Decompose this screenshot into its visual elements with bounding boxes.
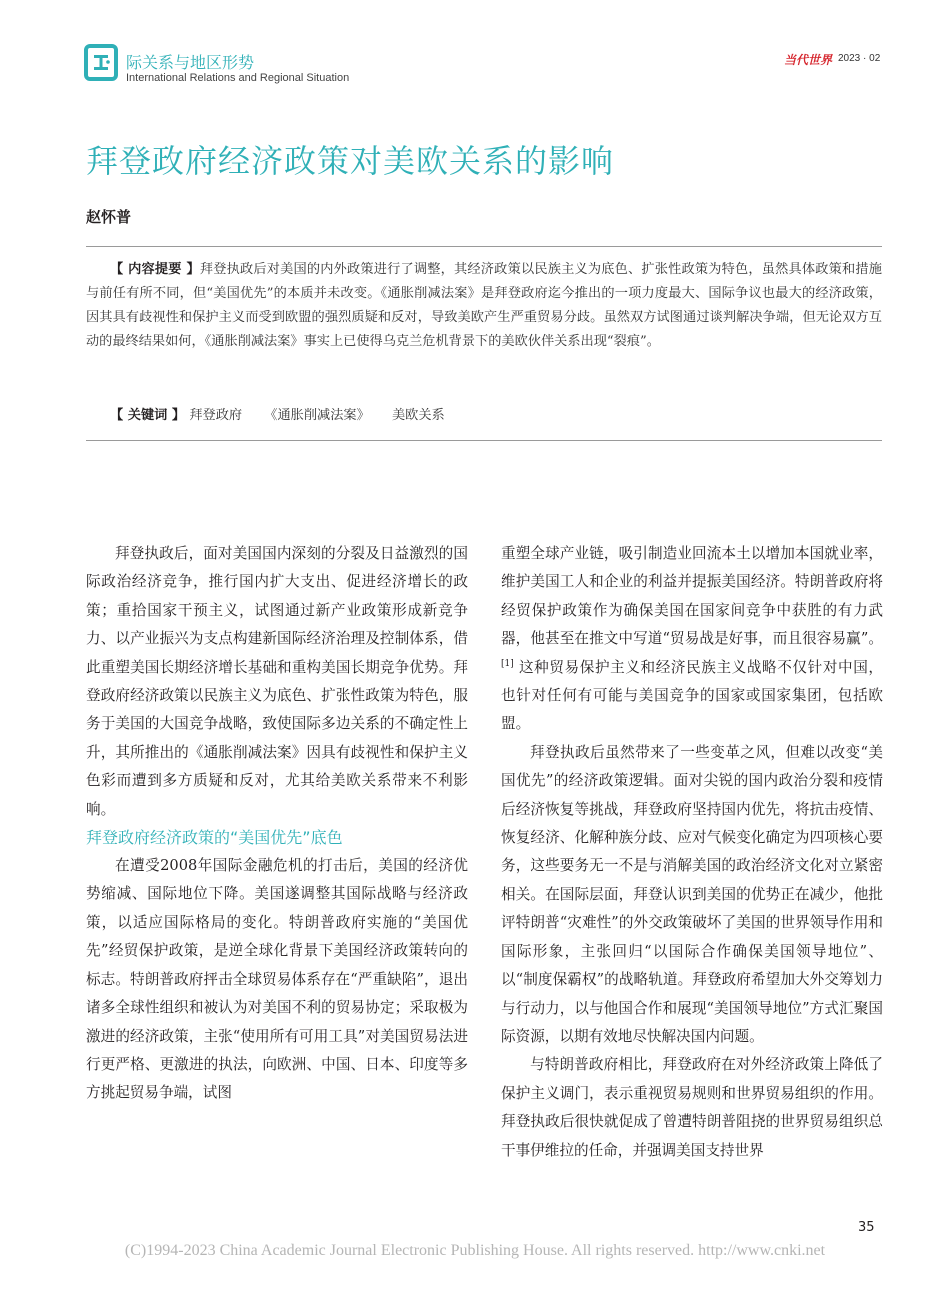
body-column-left — [86, 540, 468, 1108]
body-paragraph: 拜登执政后，面对美国国内深刻的分裂及日益激烈的国际政治经济竞争，推行国内扩大支出、促进经济增长的政策；重拾国家干预主义，试图通过新产业政策形成新竞争力、以产业振兴为支点构建新国际经济治理及控制体系，借此重塑美国长期经济增长基础和重构美国长期竞争优势。拜登政府经济政策以民族主义为底色、扩张性政策为特色，服务于美国的大国竞争战略，致使国际多边关系的不确定性上升，其所推出的《通胀削减法案》因具有歧视性和保护主义色彩而遭到多方质疑和反对，尤其给美欧关系带来不利影响。 — [86, 545, 468, 818]
body-column-right — [501, 540, 883, 1165]
body-text: 这种贸易保护主义和经济民族主义战略不仅针对中国，也针对任何有可能与美国竞争的国家或国家集团，包括欧盟。 — [501, 658, 883, 733]
footnote-reference[interactable]: [1] — [501, 658, 514, 669]
copyright-watermark: (C)1994-2023 China Academic Journal Electronic Publishing House. All rights reserved. http://www.cnki.net — [124, 1242, 826, 1259]
article-title: 拜登政府经济政策对美欧关系的影响 — [86, 142, 615, 180]
keyword: 美欧关系 — [391, 408, 445, 423]
page-number: 35 — [858, 1220, 875, 1235]
body-paragraph: 与特朗普政府相比，拜登政府在对外经济政策上降低了保护主义调门，表示重视贸易规则和世界贸易组织的作用。拜登执政后很快就促成了曾遭特朗普阻挠的世界贸易组织总干事伊维拉的任命，并强调美国支持世界 — [501, 1056, 883, 1159]
magazine-logo: 当代世界 — [784, 53, 833, 67]
section-title-cn: 际关系与地区形势 — [126, 53, 255, 72]
abstract-text: 拜登执政后对美国的内外政策进行了调整，其经济政策以民族主义为底色、扩张性政策为特色，虽然具体政策和措施与前任有所不同，但“美国优先”的本质并未改变。《通胀削减法案》是拜登政府迄今推出的一项力度最大、国际争议也最大的经济政策，因其具有歧视性和保护主义而受到欧盟的强烈质疑和反对，导致美欧产生严重贸易分歧。虽然双方试图通过谈判解决争端，但无论双方互动的最终结果如何，《通胀削减法案》事实上已使得乌克兰危机背景下的美欧伙伴关系出现“裂痕”。 — [86, 262, 882, 349]
abstract-block — [86, 258, 882, 354]
body-text: 重塑全球产业链，吸引制造业回流本土以增加本国就业率，维护美国工人和企业的利益并提振美国经济。特朗普政府将经贸保护政策作为确保美国在国家间竞争中获胜的有力武器，他甚至在推文中写道“贸易战是好事，而且很容易赢”。 — [501, 545, 883, 648]
section-title-en: International Relations and Regional Situation — [126, 72, 350, 84]
guo-character-logo-icon — [84, 42, 120, 82]
keyword: 拜登政府 — [189, 408, 243, 423]
abstract-bottom-rule — [86, 440, 882, 441]
keywords-label: 【 关键词 】 — [110, 408, 186, 423]
body-paragraph — [501, 540, 883, 739]
issue-number: 2023 · 02 — [838, 53, 881, 64]
abstract-top-rule — [86, 246, 882, 247]
body-paragraph: 拜登执政后虽然带来了一些变革之风，但难以改变“美国优先”的经济政策逻辑。面对尖锐的国内政治分裂和疫情后经济恢复等挑战，拜登政府坚持国内优先，将抗击疫情、恢复经济、化解种族分歧、应对气候变化确定为四项核心要务，这些要务无一不是与消解美国的政治经济文化对立紧密相关。在国际层面，拜登认识到美国的优势正在减少，他批评特朗普“灾难性”的外交政策破坏了美国的世界领导作用和国际形象，主张回归“以国际合作确保美国领导地位”、以“制度保霸权”的战略轨道。拜登政府希望加大外交筹划力与行动力，以与他国合作和展现“美国领导地位”方式汇聚国际资源，以期有效地尽快解决国内问题。 — [501, 743, 883, 1045]
body-paragraph: 在遭受2008年国际金融危机的打击后，美国的经济优势缩减、国际地位下降。美国遂调整其国际战略与经济政策，以适应国际格局的变化。特朗普政府实施的“美国优先”经贸保护政策，是逆全球化背景下美国经济政策转向的标志。特朗普政府抨击全球贸易体系存在“严重缺陷”，退出诸多全球性组织和被认为对美国不利的贸易协定；采取极为激进的经济政策，主张“使用所有可用工具”对美国贸易法进行更严格、更激进的执法，向欧洲、中国、日本、印度等多方挑起贸易争端，试图 — [86, 857, 468, 1102]
keywords-block — [110, 404, 463, 428]
article-author: 赵怀普 — [86, 208, 132, 226]
keyword: 《通胀削减法案》 — [264, 408, 370, 423]
abstract-label: 【 内容提要 】 — [110, 262, 200, 277]
section-subheading: 拜登政府经济政策的“美国优先”底色 — [86, 828, 343, 848]
